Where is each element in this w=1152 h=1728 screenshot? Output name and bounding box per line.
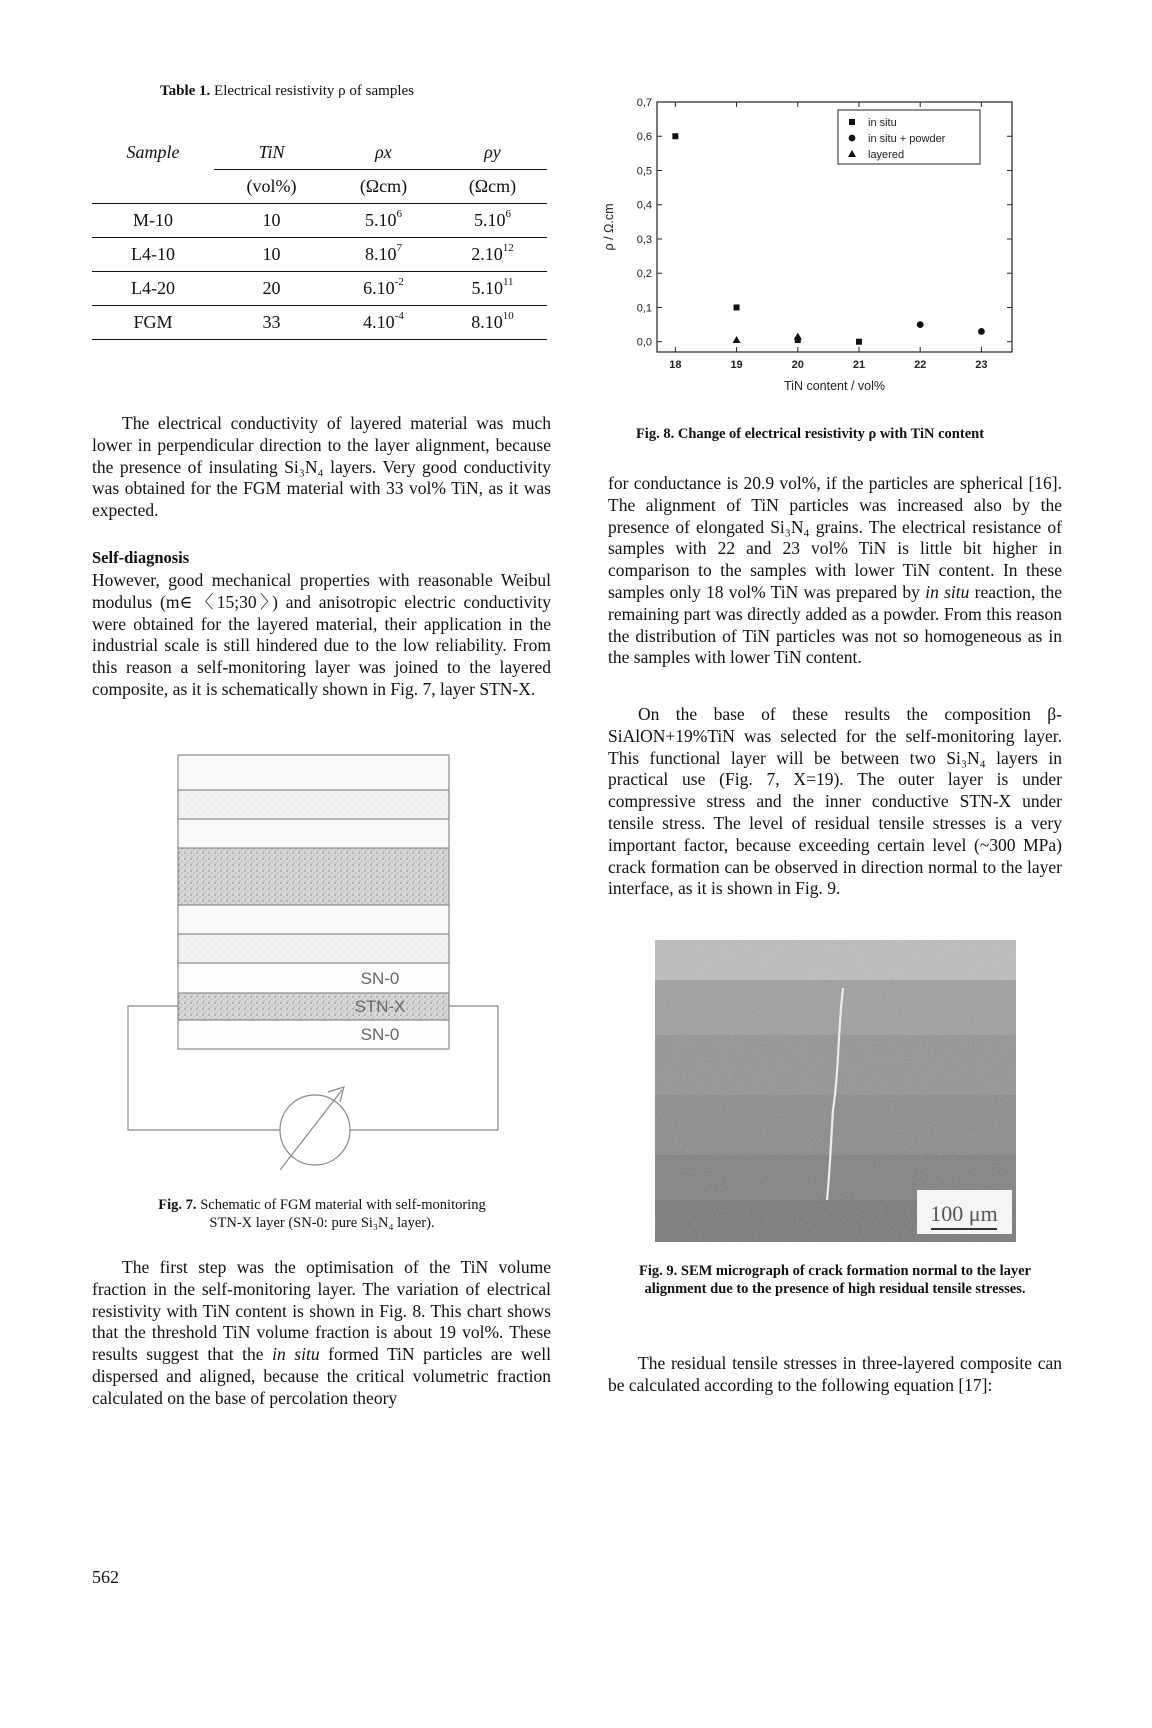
right-paragraph-3: The residual tensile stresses in three-layered composite can be calculated according to the following equation [17]:	[608, 1353, 1062, 1395]
unit-rhoy: (Ωcm)	[438, 170, 547, 204]
table-caption-text: Electrical resistivity ρ of samples	[210, 83, 414, 99]
x-tick-label: 18	[669, 359, 682, 371]
section-heading: Self-diagnosis	[92, 548, 190, 567]
fig7-caption-line1: Schematic of FGM material with self-monitoring	[196, 1197, 486, 1213]
x-axis-label: TiN content / vol%	[784, 379, 885, 393]
y-tick-label: 0,2	[636, 268, 652, 281]
scale-label: 100 μm	[930, 1201, 998, 1226]
cell-tin: 10	[214, 204, 329, 238]
left-paragraph-1: The electrical conductivity of layered material was much lower in perpendicular direction to the layer alignment, because the presence of insulating Si₃N₄ layers. Very good conductivity was obtained for the FGM material with 33 vol% TiN, as it was expected.	[92, 413, 551, 521]
meter-icon	[280, 1095, 350, 1165]
unit-rhox: (Ωcm)	[329, 170, 438, 204]
y-tick-label: 0,1	[636, 302, 652, 315]
fig7-caption-label: Fig. 7.	[158, 1197, 197, 1213]
left-paragraph-2: However, good mechanical properties with reasonable Weibul modulus (m∈〈15;30〉) and anisotropic electric conductivity were obtained for the layered material, their application in the industrial scale is still hindered due to the low reliability. From this reason a self-monitoring layer was joined to the layered composite, as it is schematically shown in Fig. 7, layer STN-X.	[92, 570, 551, 699]
data-point-circle	[978, 328, 985, 335]
legend-marker	[849, 135, 856, 142]
y-tick-label: 0,5	[636, 165, 652, 178]
layer-label: SN-0	[360, 1025, 400, 1044]
cell-rhox: $4.10^{-4}$	[329, 306, 438, 340]
unit-sample	[92, 170, 214, 204]
cell-rhox: 5.10$^6$	[329, 204, 438, 238]
right-paragraph-2: On the base of these results the composition β-SiAlON+19%TiN was selected for the self-monitoring layer. This functional layer will be between two Si₃N₄ layers in practical use (Fig. 7, X=19). The outer layer is under compressive stress and the inner conductive STN-X under tensile stress. The level of residual tensile stresses is a very important factor, because exceeding certain level (~300 MPa) crack formation can be observed in direction normal to the layer interface, as it is shown in Fig. 9.	[608, 704, 1062, 899]
fig8-caption-label: Fig. 8.	[635, 426, 675, 442]
y-axis-label: ρ / Ω.cm	[602, 203, 616, 251]
x-tick-label: 22	[914, 359, 927, 371]
data-point-square	[856, 339, 862, 345]
y-tick-label: 0,0	[636, 336, 652, 349]
y-tick-label: 0,6	[636, 131, 652, 144]
cell-rhoy: 2.10$^{12}$	[438, 238, 547, 272]
table-row	[92, 306, 547, 340]
cell-sample: M-10	[92, 204, 214, 238]
cell-sample: L4-10	[92, 238, 214, 272]
x-tick-label: 21	[852, 359, 866, 371]
layer-label: SN-0	[360, 969, 400, 988]
fig8-caption	[600, 425, 1020, 443]
x-tick-label: 20	[791, 359, 804, 371]
col-header-sample: Sample	[126, 142, 180, 163]
table-header-row	[92, 136, 547, 170]
table-bottom-rule	[92, 340, 547, 342]
y-tick-label: 0,7	[636, 97, 652, 109]
col-header-rhoy: ρy	[484, 142, 501, 162]
legend-entry: layered	[868, 149, 905, 161]
x-tick-label: 23	[975, 359, 988, 371]
col-header-tin: TiN	[258, 142, 285, 162]
data-point-square	[734, 304, 740, 310]
unit-tin: (vol%)	[214, 170, 329, 204]
data-point-square	[672, 133, 678, 139]
cell-tin: 20	[214, 272, 329, 306]
fig7-caption	[92, 1196, 552, 1232]
cell-tin: 33	[214, 306, 329, 340]
y-tick-label: 0,4	[636, 199, 652, 212]
fig9-caption-label: Fig. 9.	[639, 1263, 678, 1279]
table-row	[92, 204, 547, 238]
cell-sample: FGM	[92, 306, 214, 340]
resistivity-chart	[560, 88, 1015, 393]
layer-sn0-bottom	[178, 1020, 449, 1049]
right-paragraph-1: for conductance is 20.9 vol%, if the particles are spherical [16]. The alignment of TiN particles was increased also by the presence of elongated Si₃N₄ grains. The electrical resistance of samples with 22 and 23 vol% TiN is little bit higher in comparison to the samples with lower TiN content. In these samples only 18 vol% TiN was prepared by in situ reaction, the remaining part was directly added as a powder. From this reason the distribution of TiN particles was not so homogeneous as in the samples with lower TiN content.	[608, 473, 1063, 668]
layer-sn0-top	[178, 963, 449, 993]
fgm-schematic	[118, 750, 518, 1180]
cell-rhox: 8.10$^7$	[329, 238, 438, 272]
fig8-caption-text: Change of electrical resistivity ρ with TiN content	[674, 426, 985, 442]
layer-stnx	[178, 993, 449, 1020]
resistivity-table	[92, 136, 547, 341]
cell-rhoy: 8.10$^{10}$	[438, 306, 547, 340]
legend-entry: in situ	[868, 117, 897, 129]
cell-rhoy: 5.10$^6$	[438, 204, 547, 238]
table-row	[92, 272, 547, 306]
layer-label: STN-X	[354, 997, 406, 1016]
sem-micrograph	[655, 940, 1016, 1242]
cell-rhox: $6.10^{-2}$	[329, 272, 438, 306]
table-row	[92, 238, 547, 272]
left-paragraph-3: The first step was the optimisation of the TiN volume fraction in the self-monitoring layer. The variation of electrical resistivity with TiN content is shown in Fig. 8. This chart shows that the threshold TiN volume fraction is about 19 vol%. These results suggest that the in situ formed TiN particles are well dispersed and aligned, because the critical volumetric fraction calculated on the base of percolation theory	[92, 1257, 551, 1408]
table-units-row	[92, 170, 547, 204]
y-tick-label: 0,3	[636, 233, 652, 246]
table-caption-label: Table 1.	[160, 83, 211, 99]
x-tick-label: 19	[730, 359, 743, 371]
data-point-circle	[917, 321, 924, 328]
fig7-caption-line2: STN-X layer (SN-0: pure Si₃N₄ layer).	[209, 1215, 435, 1231]
cell-tin: 10	[214, 238, 329, 272]
fig9-caption	[612, 1262, 1058, 1298]
legend-entry: in situ + powder	[868, 133, 946, 145]
data-point-triangle	[733, 336, 741, 343]
cell-sample: L4-20	[92, 272, 214, 306]
data-point-triangle	[794, 333, 802, 340]
page-number: 562	[92, 1567, 119, 1587]
legend-marker	[849, 119, 855, 125]
cell-rhoy: 5.10$^{11}$	[438, 272, 547, 306]
table-caption	[160, 83, 414, 100]
col-header-rhox: ρx	[375, 142, 392, 162]
fig9-caption-text: SEM micrograph of crack formation normal to the layer alignment due to the presence of high residual tensile stresses.	[644, 1263, 1031, 1297]
